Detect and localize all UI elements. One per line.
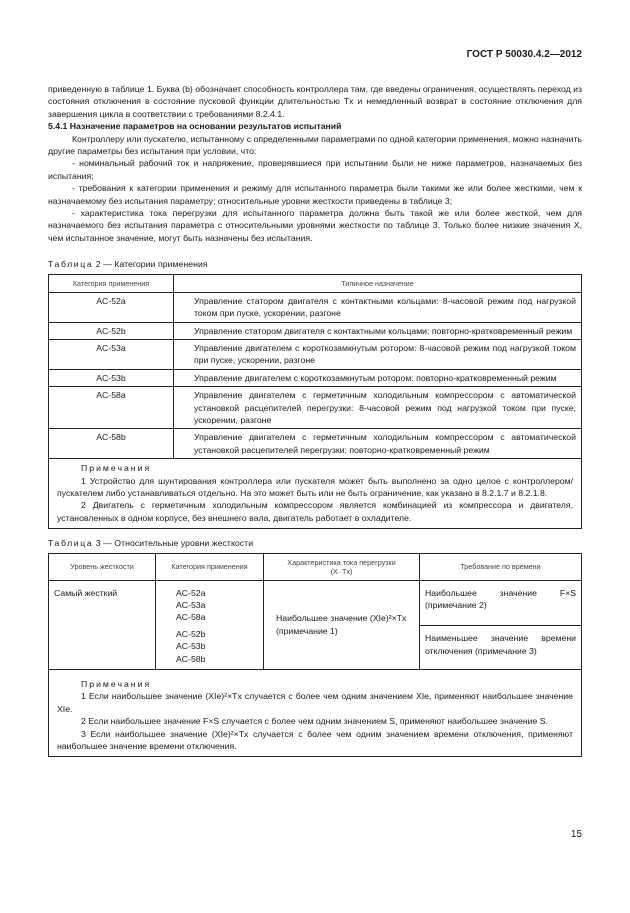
note: 3 Если наибольшее значение (XIe)²×Tx случается с более чем одним значением времени отключения, применяют наибольшее значение времени отключения.	[57, 728, 573, 752]
page-body	[48, 83, 582, 757]
table-row: AC-52b AC-53b AC-58b Наименьшее значение времени отключения (примечание 3)	[49, 626, 582, 670]
table2	[48, 274, 582, 530]
table-row: AC-53a Управление двигателем с короткозамкнутым ротором: 8-часовой режим под нагрузкой током при пуске, ускорении, разгоне	[49, 339, 582, 369]
page-number: 15	[570, 829, 582, 840]
notes-title: Примечания	[81, 679, 152, 690]
column-header: Категория применения	[49, 274, 174, 292]
table-header-row: Уровень жесткости Категория применения Характеристика тока перегрузки (X· Tx) Требование по времени	[49, 553, 582, 580]
bullet-item: - требования к категории применения и режиму для испытанного параметра были такими же или более жесткими, чем к назначаемому без испытания параметру; относительные уровни жесткости приведены в таблице 3;	[48, 183, 582, 206]
table2-caption: Таблица 2 — Категории применения	[48, 259, 208, 270]
column-header: Типичное назначение	[174, 274, 582, 292]
note: 2 Двигатель с герметичным холодильным компрессором является комбинацией из компрессора и двигателя, установленных в одном корпусе, без внешнего вала, двигатель работает в охладителе.	[57, 500, 573, 523]
table-row: AC-52a Управление статором двигателя с контактными кольцами: 8-часовой режим под нагрузкой током при пуске, ускорении, разгоне	[49, 292, 582, 322]
table-row: AC-52b Управление статором двигателя с контактными кольцами: повторно-кратковременный режим	[49, 322, 582, 339]
bullet-item: - характеристика тока перегрузки для испытанного параметра должна быть такой же или более жесткой, чем для назначаемого без испытания параметра с относительными уровнями жесткости по таблице 3. Только более низкие значения X, чем испытанное значение, могут быть назначены без испытания.	[48, 208, 582, 243]
table-header-row	[49, 274, 582, 292]
table-row: Самый жесткий AC-52a AC-53a AC-58a Наибольшее значение (XIe)²×Tx (примечание 1) Наибольшее значение F×S (примечание 2)	[49, 580, 582, 626]
note: 1 Устройство для шунтирования контроллера или пускателя может быть выполнено за одно целое с контроллером/пускателем либо устанавливаться отдельно. На это может быть или не быть ограничение, как указано в 8.2.1.7 и 8.2.1.8.	[57, 475, 573, 498]
table-row: AC-58b Управление двигателем с герметичным холодильным компрессором с автоматической установкой расцепителей перегрузки: повторно-кратковременный режим	[49, 429, 582, 459]
table-row: AC-58a Управление двигателем с герметичным холодильным компрессором с автоматической установкой расцепителей перегрузки: 8-часовой режим под нагрузкой током при пуске, ускорении, разгоне	[49, 387, 582, 429]
standard-header: ГОСТ Р 50030.4.2—2012	[466, 49, 582, 60]
note: 2 Если наибольшее значение F×S случается с более чем одним значением S, применяют наибольшее значение S.	[81, 716, 548, 727]
table3	[48, 553, 582, 758]
note: 1 Если наибольшее значение (XIe)²×Tx случается с более чем одним значением XIe, применяют наибольшее значение XIe.	[57, 691, 573, 714]
table-notes-row	[49, 670, 582, 757]
paragraph: Контроллеру или пускателю, испытанному с определенными параметрами по одной категории применения, можно назначить другие параметры без испытания при условии, что:	[48, 133, 582, 157]
bullet-item: - номинальный рабочий ток и напряжение, проверявшиеся при испытании были не ниже параметров, назначаемых без испытания;	[48, 158, 582, 181]
table-row: AC-53b Управление двигателем с короткозамкнутым ротором: повторно-кратковременный режим	[49, 369, 582, 386]
table-notes-row	[49, 459, 582, 529]
notes-title: Примечания	[81, 463, 152, 474]
section-title: 5.4.1 Назначение параметров на основании результатов испытаний	[48, 121, 342, 132]
table3-caption: Таблица 3 — Относительные уровни жесткости	[48, 538, 254, 549]
paragraph: приведенную в таблице 1. Буква (b) обозначает способность контроллера там, где введены ограничения, осуществлять переход из состояния отключения в состояние пусковой функции длительностью Tx и немедленный возврат в состояние отключения для завершения цикла в соответствии с требованиями 8.2.4.1.	[48, 84, 582, 119]
